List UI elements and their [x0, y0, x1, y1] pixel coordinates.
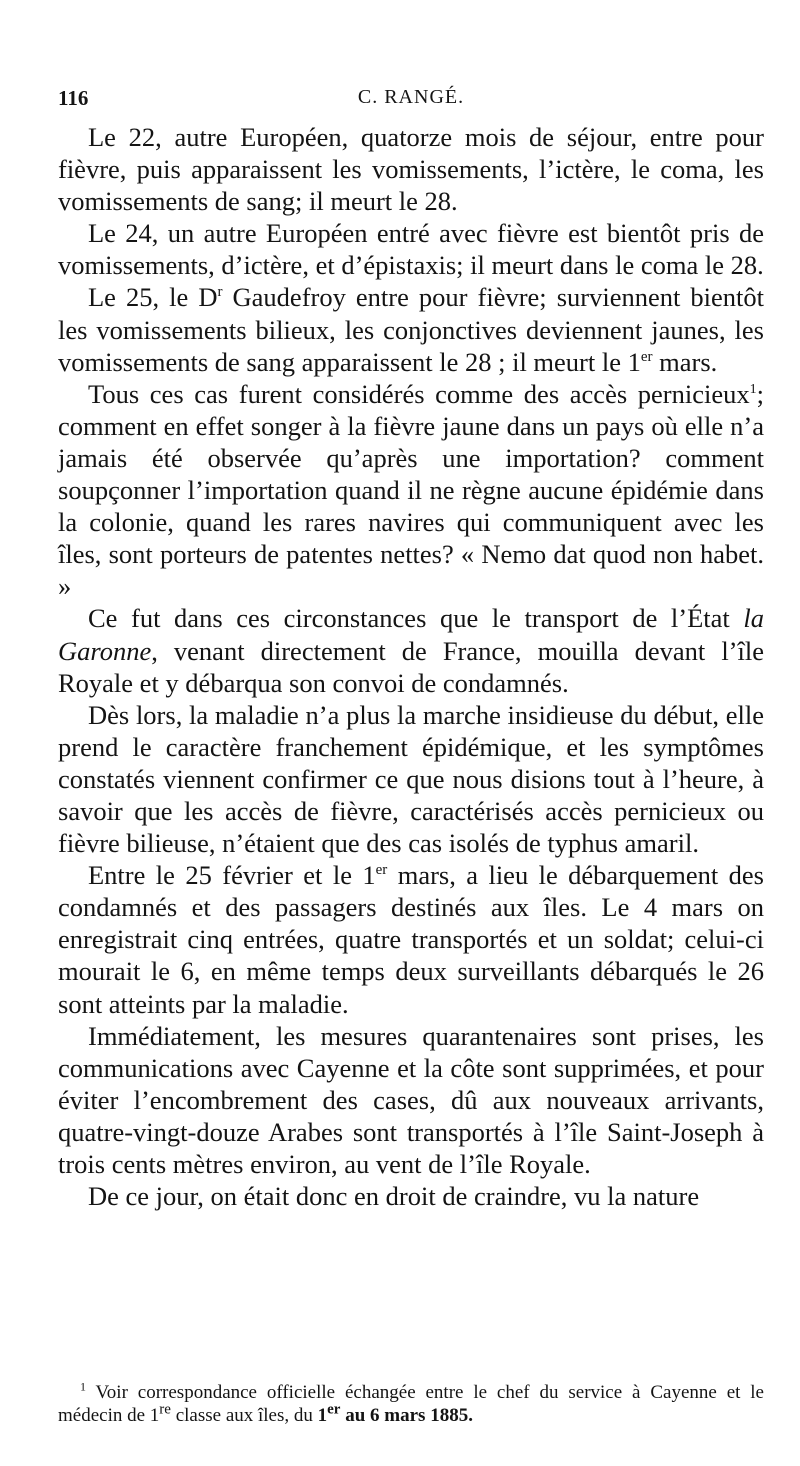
paragraph-5 — [58, 602, 764, 698]
superscript: re — [159, 1401, 171, 1418]
footnotes — [58, 1381, 764, 1427]
text-segment: Voir correspondance officielle échangée entre le chef du service à Cayenne et le médecin de 1 — [58, 1382, 764, 1426]
superscript: r — [217, 284, 223, 301]
text-segment: mars. — [652, 346, 718, 377]
superscript: er — [327, 1401, 341, 1418]
paragraph-7 — [58, 859, 764, 1019]
paragraph-2: Le 24, un autre Européen entré avec fièvre est bientôt pris de vomissements, d’ictère, et d’épistaxis; il meurt dans le coma le 28. — [58, 218, 764, 281]
text-segment: Gaudefroy entre pour fièvre; surviennent bientôt les vomissements bilieux, les conjonctives deviennent jaunes, les vomissements de sang apparaissent le 28 ; il meurt le 1 — [58, 282, 764, 377]
text-segment: ; comment en effet songer à la fièvre jaune dans un pays où elle n’a jamais été observée qu’après une importation? comment soupçonner l’importation quand il ne règne aucune épidémie dans la colonie, quand les rares navires qui communiquent avec les îles, sont porteurs de patentes nettes? « Nemo dat quod non habet. » — [58, 378, 764, 602]
paragraph-1: Le 22, autre Européen, quatorze mois de séjour, entre pour fièvre, puis apparaissent les vomissements, l’ictère, le coma, les vomissements de sang; il meurt le 28. — [58, 122, 764, 217]
paragraph-9: De ce jour, on était donc en droit de craindre, vu la nature — [88, 1181, 700, 1212]
footnote-mark: 1 — [80, 1379, 86, 1394]
body-text — [58, 121, 764, 1212]
footnote-date — [317, 1401, 473, 1426]
footnote-1 — [58, 1381, 764, 1427]
superscript: er — [640, 348, 653, 365]
paragraph-8: Immédiatement, les mesures quarantenaires sont prises, les communications avec Cayenne et la côte sont supprimées, et pour éviter l’encombrement des cases, dû aux nouveaux arrivants, quatre-vingt-douze Arabes sont transportés à l’île Saint-Joseph à trois cents mètres environ, au vent de l’île Royale. — [58, 1020, 764, 1179]
running-head: C. RANGÉ. — [357, 86, 465, 108]
footnote-reference: 1 — [749, 381, 757, 397]
text-segment: mars, a lieu le débarquement des condamnés et des passagers destinés aux îles. Le 4 mars on enregistrait cinq entrées, quatre transportés et un soldat; celui-ci mourait le 6, en même temps deux surveillants débarqués le 26 sont atteints par la maladie. — [58, 860, 764, 1019]
text-segment: Tous ces cas furent considérés comme des accès pernicieux — [88, 378, 750, 409]
page-number: 116 — [58, 86, 89, 110]
text-segment: 1 — [317, 1405, 328, 1426]
paragraph-6: Dès lors, la maladie n’a plus la marche insidieuse du début, elle prend le caractère franchement épidémique, et les symptômes constatés viennent confirmer ce que nous disions tout à l’heure, à savoir que les accès de fièvre, caractérisés accès pernicieux ou fièvre bilieuse, n’étaient que des cas isolés de typhus amaril. — [58, 699, 764, 859]
superscript: er — [375, 862, 388, 879]
text-segment: Ce fut dans ces circonstances que le transport de l’État — [88, 603, 744, 634]
paragraph-3 — [58, 281, 764, 377]
paragraph-4 — [58, 378, 764, 603]
text-segment: Le 25, le D — [88, 282, 218, 313]
page-header — [58, 86, 764, 116]
text-segment: , venant directement de France, mouilla devant l’île Royale et y débarqua son convoi de condamnés. — [58, 635, 764, 698]
text-segment: au 6 mars 1885. — [340, 1405, 473, 1426]
text-segment: Entre le 25 février et le 1 — [88, 860, 376, 891]
ship-name: la Garonne — [58, 603, 764, 666]
text-segment: classe aux îles, du — [170, 1405, 318, 1426]
